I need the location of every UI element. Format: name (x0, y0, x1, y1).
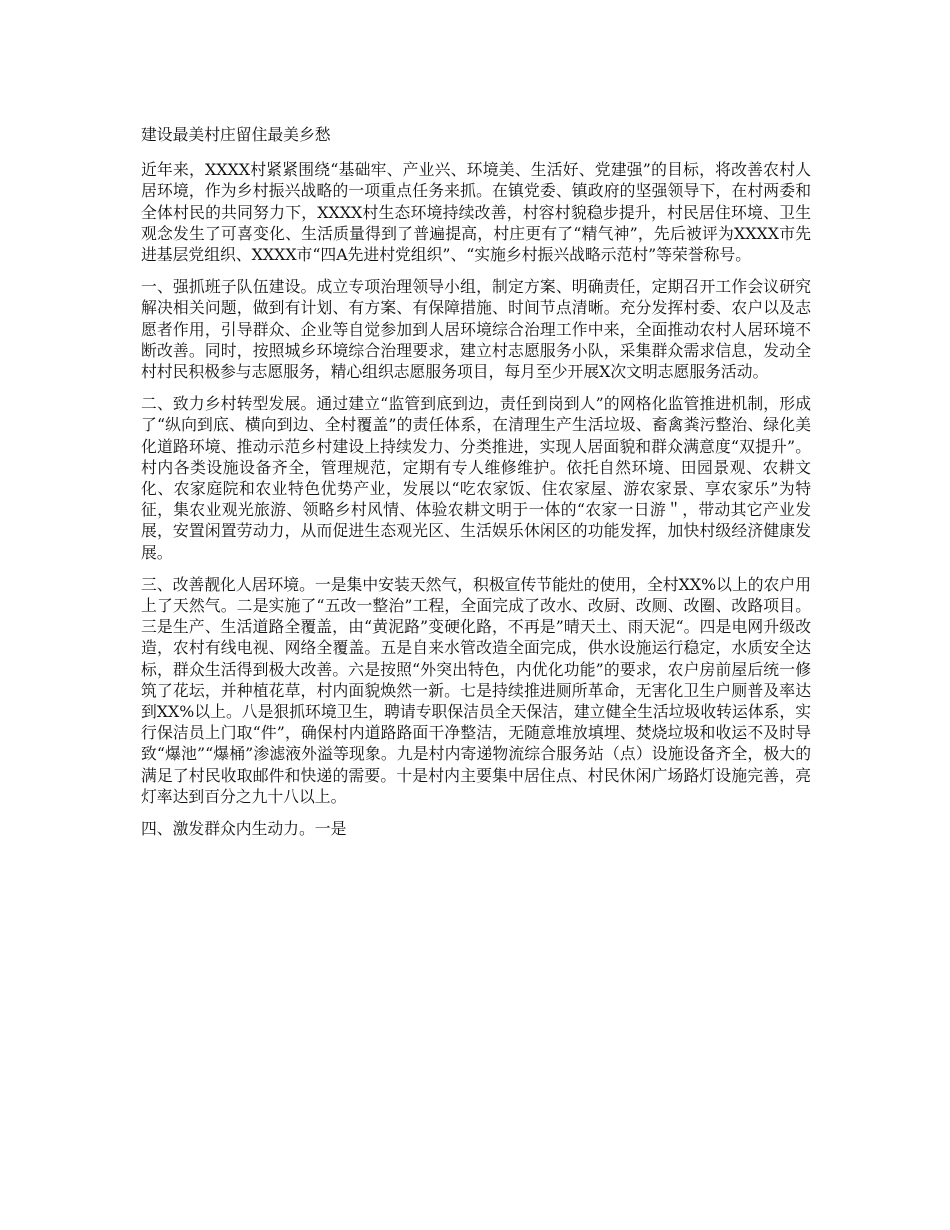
document-page (141, 124, 811, 850)
section-4-paragraph: 四、激发群众内生动力。一是 (141, 819, 347, 839)
section-2-paragraph: 二、致力乡村转型发展。通过建立“监管到底到边，责任到岗到人”的网格化监管推进机制，形成了“纵向到底、横向到边、全村覆盖”的责任体系，在清理生产生活垃圾、畜禽粪污整治、绿化美化道路环境、推动示范乡村建设上持续发力、分类推进，实现人居面貌和群众满意度“双提升”。村内各类设施设备齐全，管理规范，定期有专人维修维护。依托自然环境、田园景观、农耕文化、农家庭院和农业特色优势产业，发展以“吃农家饭、住农家屋、游农家景、享农家乐”为特征，集农业观光旅游、领略乡村风情、体验农耕文明于一体的“农家一日游＂，带动其它产业发展，安置闲置劳动力，从而促进生态观光区、生活娱乐休闲区的功能发挥，加快村级经济健康发展。 (141, 394, 811, 562)
document-title: 建设最美村庄留住最美乡愁 (141, 125, 331, 144)
section-1-paragraph: 一、强抓班子队伍建设。成立专项治理领导小组，制定方案、明确责任，定期召开工作会议研究解决相关问题，做到有计划、有方案、有保障措施、时间节点清晰。充分发挥村委、农户以及志愿者作用，引导群众、企业等自觉参加到人居环境综合治理工作中来，全面推动农村人居环境不断改善。同时，按照城乡环境综合治理要求，建立村志愿服务小队，采集群众需求信息，发动全村村民积极参与志愿服务，精心组织志愿服务项目，每月至少开展X次文明志愿服务活动。 (141, 277, 811, 382)
section-3-paragraph: 三、改善靓化人居环境。一是集中安装天然气，积极宣传节能灶的使用，全村XX%以上的农户用上了天然气。二是实施了“五改一整治”工程，全面完成了改水、改厨、改厕、改圈、改路项目。三是生产、生活道路全覆盖，由“黄泥路”变硬化路，不再是”晴天土、雨天泥“。四是电网升级改造，农村有线电视、网络全覆盖。五是自来水管改造全面完成，供水设施运行稳定，水质安全达标，群众生活得到极大改善。六是按照“外突出特色，内优化功能”的要求，农户房前屋后统一修筑了花坛，并种植花草，村内面貌焕然一新。七是持续推进厕所革命，无害化卫生户厕普及率达到XX%以上。八是狠抓环境卫生，聘请专职保洁员全天保洁，建立健全生活垃圾收转运体系，实行保洁员上门取“件”，确保村内道路路面干净整洁，无随意堆放填埋、焚烧垃圾和收运不及时导致“爆池”“爆桶”渗滤液外溢等现象。九是村内寄递物流综合服务站（点）设施设备齐全，极大的满足了村民收取邮件和快递的需要。十是村内主要集中居住点、村民休闲广场路灯设施完善，亮灯率达到百分之九十八以上。 (141, 574, 811, 806)
intro-paragraph: 近年来，XXXX村紧紧围绕“基础牢、产业兴、环境美、生活好、党建强”的目标，将改善农村人居环境，作为乡村振兴战略的一项重点任务来抓。在镇党委、镇政府的坚强领导下，在村两委和全体村民的共同努力下，XXXX村生态环境持续改善，村容村貌稳步提升，村民居住环境、卫生观念发生了可喜变化、生活质量得到了普遍提高，村庄更有了“精气神”，先后被评为XXXX市先进基层党组织、XXXX市“四A先进村党组织”、“实施乡村振兴战略示范村”等荣誉称号。 (141, 160, 811, 265)
